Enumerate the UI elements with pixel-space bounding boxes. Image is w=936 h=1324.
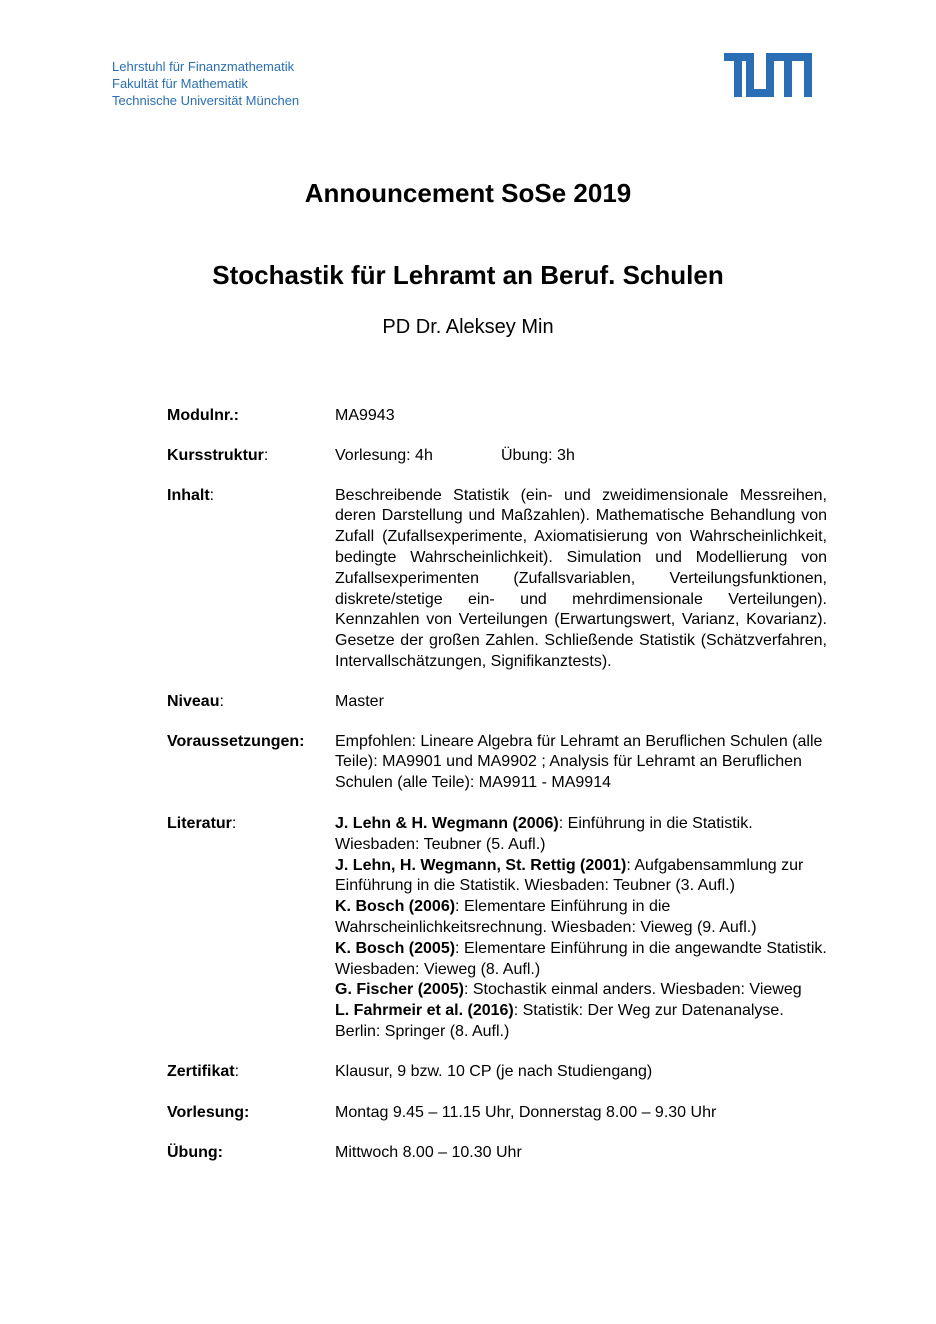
modulnr-value: MA9943 — [335, 407, 395, 424]
kursstruktur-uebung: Übung: 3h — [501, 446, 575, 464]
literature-item: K. Bosch (2006): Elementare Einführung in die Wahrscheinlichkeitsrechnung. Wiesbaden: Vieweg (9. Aufl.) — [335, 898, 757, 936]
kursstruktur-label: Kursstruktur — [167, 446, 264, 464]
row-zertifikat: Zertifikat: Klausur, 9 bzw. 10 CP (je nach Studiengang) — [167, 1062, 827, 1083]
chair-name: Lehrstuhl für Finanzmathematik — [112, 59, 295, 74]
row-voraussetzungen — [167, 732, 827, 794]
uebung-label: Übung: — [167, 1144, 223, 1162]
voraussetzungen-label: Voraussetzungen: — [167, 732, 305, 750]
row-inhalt: Inhalt: Beschreibende Statistik (ein- und zweidimensionale Messreihen, deren Darstellung und Maßzahlen). Mathematische Behandlung von Zufall (Zufallsexperimente, Axiomatisierung von Wahrscheinlichkeit, bedingte Wahrscheinlichkeit). Simulation und Modellierung von Zufallsexperimenten (Zufallsvariablen, Verteilungsfunktionen, diskrete/stetige ein- und mehrdimensionale Verteilungen). Kennzahlen von Verteilungen (Erwartungswert, Varianz, Kovarianz). Gesetze der großen Zahlen. Schließende Statistik (Schätzverfahren, Intervallschätzungen, Signifikanztests). — [167, 486, 827, 673]
row-kursstruktur: Kursstruktur: Vorlesung: 4h Übung: 3h — [167, 446, 827, 467]
row-modulnr — [167, 406, 827, 427]
university-name: Technische Universität München — [112, 93, 300, 108]
course-details — [167, 406, 827, 1164]
literatur-list — [335, 814, 827, 1043]
uebung-value: Mittwoch 8.00 – 10.30 Uhr — [335, 1144, 522, 1162]
inhalt-value: Beschreibende Statistik (ein- und zweidimensionale Messreihen, deren Darstellung und Maßzahlen). Mathematische Behandlung von Zufall (Zufallsexperimente, Axiomatisierung von Wahrscheinlichkeit, bedingte Wahrscheinlichkeit). Simulation und Modellierung von Zufallsexperimenten (Zufallsvariablen, Verteilungsfunktionen, diskrete/stetige ein- und mehrdimensionale Verteilungen). Kennzahlen von Verteilungen (Erwartungswert, Varianz, Kovarianz). Gesetze der großen Zahlen. Schließende Statistik (Schätzverfahren, Intervallschätzungen, Signifikanztests). — [335, 486, 827, 670]
row-vorlesung — [167, 1103, 827, 1124]
niveau-value: Master — [335, 692, 384, 710]
literature-item: J. Lehn, H. Wegmann, St. Rettig (2001): Aufgabensammlung zur Einführung in die Statistik. Wiesbaden: Teubner (3. Aufl.) — [335, 856, 804, 895]
faculty-name: Fakultät für Mathematik — [112, 76, 248, 91]
institution-header — [112, 58, 299, 109]
tum-logo — [724, 53, 814, 99]
literature-item: K. Bosch (2005): Elementare Einführung in die angewandte Statistik. Wiesbaden: Vieweg (8. Aufl.) — [335, 939, 827, 978]
literature-item: J. Lehn & H. Wegmann (2006): Einführung in die Statistik. Wiesbaden: Teubner (5. Aufl.) — [335, 814, 753, 853]
literatur-label: Literatur — [167, 814, 232, 832]
literature-item: L. Fahrmeir et al. (2016): Statistik: Der Weg zur Datenanalyse. Berlin: Springer (8. Aufl.) — [335, 1002, 784, 1040]
lecturer-name: PD Dr. Aleksey Min — [382, 316, 554, 338]
course-title: Stochastik für Lehramt an Beruf. Schulen — [212, 260, 724, 290]
niveau-label: Niveau — [167, 692, 220, 710]
row-niveau: Niveau: Master — [167, 692, 827, 713]
literature-item: G. Fischer (2005): Stochastik einmal anders. Wiesbaden: Vieweg — [335, 981, 802, 999]
row-uebung — [167, 1143, 827, 1164]
announcement-title: Announcement SoSe 2019 — [304, 178, 632, 208]
zertifikat-label: Zertifikat — [167, 1062, 235, 1080]
vorlesung-value: Montag 9.45 – 11.15 Uhr, Donnerstag 8.00 – 9.30 Uhr — [335, 1103, 717, 1121]
vorlesung-label: Vorlesung: — [167, 1103, 250, 1121]
zertifikat-value: Klausur, 9 bzw. 10 CP (je nach Studiengang) — [335, 1062, 653, 1080]
modulnr-label: Modulnr.: — [167, 407, 239, 424]
kursstruktur-vorlesung: Vorlesung: 4h — [335, 446, 433, 464]
row-literatur: Literatur: J. Lehn & H. Wegmann (2006): Einführung in die Statistik. Wiesbaden: Teubner (5. Aufl.) J. Lehn, H. Wegmann, St. Rettig (2001): Aufgabensammlung zur Einführung in die Statistik. Wiesbaden: Teubner (3. Aufl.) K. Bosch (2006): Elementare Einführung in die Wahrscheinlichkeitsrechnung. Wiesbaden: Vieweg (9. Aufl.) K. Bosch (2005): Elementare Einführung in die angewandte Statistik. Wiesbaden: Vieweg (8. Aufl.) G. Fischer (2005): Stochastik einmal anders. Wiesbaden: Vieweg L. Fahrmeir et al. (2016): Statistik: Der Weg zur Datenanalyse. Berlin: Springer (8. Aufl.) — [167, 814, 827, 1043]
voraussetzungen-value: Empfohlen: Lineare Algebra für Lehramt an Beruflichen Schulen (alle Teile): MA9901 und MA9902 ; Analysis für Lehramt an Beruflichen Schulen (alle Teile): MA9911 - MA9914 — [335, 732, 823, 792]
inhalt-label: Inhalt — [167, 486, 210, 504]
